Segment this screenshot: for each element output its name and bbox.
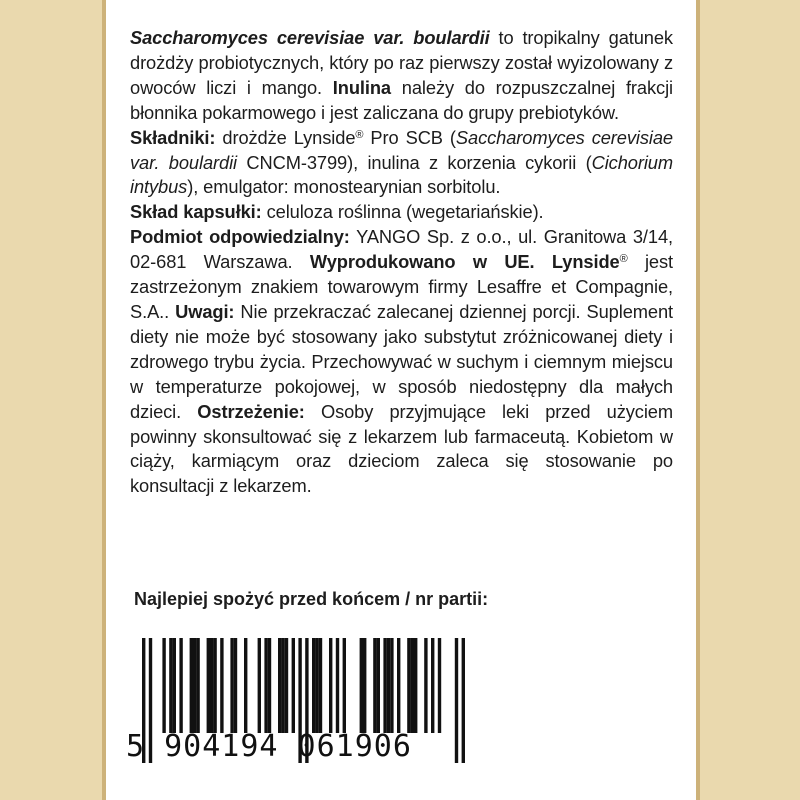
barcode-bar	[319, 638, 322, 733]
label-border-right	[700, 0, 800, 800]
intro-paragraph	[130, 26, 673, 126]
capsule-label: Skład kapsułki:	[130, 201, 262, 223]
barcode-bar	[196, 638, 199, 733]
ingredients-paragraph	[130, 126, 673, 201]
label-text	[130, 26, 673, 499]
barcode-bar	[190, 638, 193, 733]
barcode-bar	[281, 638, 284, 733]
best-before-label: Najlepiej spożyć przed końcem / nr partii:	[134, 589, 489, 609]
barcode-bar	[213, 638, 216, 733]
registered-mark: ®	[619, 253, 628, 266]
barcode-bar	[383, 638, 386, 733]
barcode-bar	[162, 638, 165, 733]
responsible-text: YANGO Sp. z o.o., ul. Granitowa 3/14, 02-681 Warszawa.	[130, 226, 673, 273]
barcode-bar	[360, 638, 363, 733]
barcode-bar	[377, 638, 380, 733]
made-in-eu: Wyprodukowano w UE.	[309, 251, 535, 273]
barcode-bar	[207, 638, 210, 733]
barcode-bar	[373, 638, 376, 733]
barcode-bar	[179, 638, 182, 733]
barcode-bar	[390, 638, 393, 733]
barcode-bar	[387, 638, 390, 733]
barcode-bar	[244, 638, 247, 733]
trademark-text: jest zastrzeżonym znakiem towarowym firmy Lesaffre et Compagnie, S.A..	[130, 251, 673, 322]
barcode-bar	[315, 638, 318, 733]
barcode-bar	[397, 638, 400, 733]
intro-text: to tropikalny gatunek drożdży probiotycznych, który po raz pierwszy został wyizolowany z owoców liczi i mango.	[130, 27, 673, 98]
barcode-bar	[431, 638, 434, 733]
ingredients-chicory: Cichorium intybus	[130, 151, 673, 198]
barcode-bar	[264, 638, 267, 733]
barcode-bar	[343, 638, 346, 733]
barcode-bar	[230, 638, 233, 733]
strain-name: Saccharomyces cerevisiae var. boulardii	[130, 27, 490, 48]
notes-label: Uwagi:	[175, 300, 235, 322]
barcode-bar	[363, 638, 366, 733]
capsule-paragraph	[130, 200, 673, 225]
barcode-bar	[329, 638, 332, 733]
barcode-bar	[193, 638, 196, 733]
ingredients-text: CNCM-3799), inulina z korzenia cykorii (	[237, 151, 592, 173]
ingredients-text: Pro SCB (	[363, 126, 456, 148]
barcode-bar	[258, 638, 261, 733]
ingredients-strain: Saccharomyces cerevisiae var. boulardii	[130, 126, 673, 173]
inulina-term: Inulina	[332, 76, 392, 98]
barcode-bar	[234, 638, 237, 733]
responsible-paragraph	[130, 225, 673, 499]
label-border-line-right	[696, 0, 700, 800]
barcode-bar	[268, 638, 271, 733]
barcode-bar	[220, 638, 223, 733]
ingredients-label: Składniki:	[130, 126, 216, 148]
barcode-digits: 5 904194 061906	[126, 729, 412, 764]
registered-mark: ®	[355, 128, 364, 141]
notes-text: Nie przekraczać zalecanej dziennej porcji. Suplement diety nie może być stosowany jako substytut zróżnicowanej diety i zdrowego trybu życia. Przechowywać w suchym i ciemnym miejscu w temperaturze pokojowej, w sposób niedostępny dla małych dzieci.	[130, 300, 673, 422]
label-border-left	[0, 0, 102, 800]
barcode-bar	[210, 638, 213, 733]
barcode-bar	[292, 638, 295, 733]
barcode-bar	[424, 638, 427, 733]
barcode-bar	[278, 638, 281, 733]
inulina-text: należy do rozpuszczalnej frakcji błonnika pokarmowego i jest zaliczana do grupy prebiotyków.	[130, 76, 673, 123]
barcode-bar	[411, 638, 414, 733]
lynside-brand: Lynside	[534, 251, 620, 273]
capsule-text: celuloza roślinna (wegetariańskie).	[261, 201, 544, 223]
barcode-bar	[414, 638, 417, 733]
warning-text: Osoby przyjmujące leki przed użyciem powinny skonsultować się z lekarzem lub farmaceutą. Kobietom w ciąży, karmiącym oraz dzieciom zaleca się stosowanie po konsultacji z lekarzem.	[130, 400, 673, 497]
barcode-bar	[407, 638, 410, 733]
product-label	[106, 0, 696, 800]
barcode-bar	[438, 638, 441, 733]
barcode-bar	[312, 638, 315, 733]
responsible-label: Podmiot odpowiedzialny:	[130, 226, 350, 248]
ingredients-text: drożdże Lynside	[215, 126, 356, 148]
barcode-bar	[173, 638, 176, 733]
barcode-bar	[336, 638, 339, 733]
barcode-bar	[285, 638, 288, 733]
warning-label: Ostrzeżenie:	[197, 400, 305, 422]
barcode-bar	[169, 638, 172, 733]
ingredients-text: ), emulgator: monostearynian sorbitolu.	[187, 176, 501, 198]
